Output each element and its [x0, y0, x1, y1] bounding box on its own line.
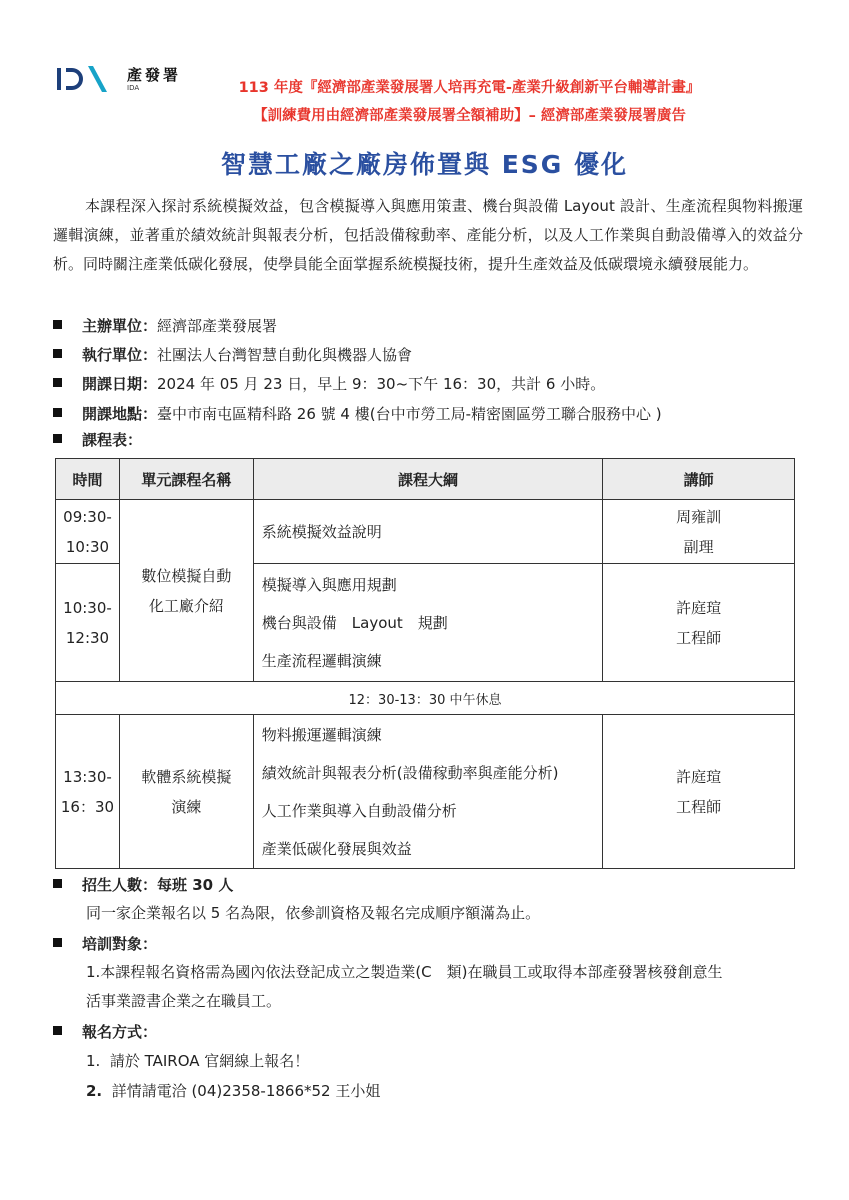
outline-item: 人工作業與導入自動設備分析: [261, 801, 457, 820]
time-end: 16：30: [60, 797, 115, 816]
date-value: 2024 年 05 月 23 日，早上 9：30~下午 16：30，共計 6 小時。: [157, 375, 606, 393]
quota-item: [53, 875, 233, 895]
time-start: 10:30-: [63, 598, 112, 617]
header-unit: 單元課程名稱: [119, 459, 253, 500]
outline-cell: 系統模擬效益說明: [253, 500, 603, 564]
target-item: [53, 934, 157, 954]
location-value: 臺中市南屯區精科路 26 號 4 樓(台中市勞工局-精密園區勞工聯合服務中心 ): [157, 405, 662, 423]
bullet-square-icon: [53, 320, 62, 329]
target-label: 培訓對象：: [82, 935, 158, 953]
header-line-1: 113 年度『經濟部產業發展署人培再充電-產業升級創新平台輔導計畫』: [238, 80, 701, 96]
time-start: 09:30-: [63, 507, 112, 526]
time-cell: [56, 715, 120, 869]
date-item: [53, 374, 605, 394]
method-2-text: 詳情請電洽 (04)2358-1866*52 王小姐: [111, 1082, 381, 1100]
lunch-cell: 12：30-13：30 中午休息: [56, 682, 795, 715]
bullet-square-icon: [53, 408, 62, 417]
method-2-number: 2.: [86, 1082, 103, 1100]
outline-item: 績效統計與報表分析(設備稼動率與產能分析): [261, 763, 559, 782]
bullet-square-icon: [53, 378, 62, 387]
time-cell: [56, 500, 120, 564]
method-1-number: 1.: [86, 1052, 101, 1070]
lecturer-cell: [603, 564, 795, 682]
page-title: 智慧工廠之廠房佈置與 ESG 優化: [220, 150, 628, 179]
unit-cell: [119, 715, 253, 869]
unit-line: 數位模擬自動: [141, 566, 232, 585]
outline-item: 物料搬運邏輯演練: [261, 725, 382, 744]
lecturer-cell: [603, 715, 795, 869]
logo-text-cn: 產發署: [127, 66, 182, 84]
header-outline: 課程大綱: [253, 459, 603, 500]
outline-item: 機台與設備 Layout 規劃: [261, 613, 448, 632]
header-line-2: 【訓練費用由經濟部產業發展署全額補助】– 經濟部產業發展署廣告: [253, 108, 686, 124]
time-end: 10:30: [65, 537, 110, 556]
target-line-1: 1.本課程報名資格需為國內依法登記成立之製造業(C 類)在職員工或取得本部產發署核發創意生: [86, 963, 723, 981]
lecturer-name: 周雍訓: [676, 507, 722, 526]
organizer-label: 主辦單位：: [82, 317, 158, 335]
header-time: 時間: [56, 459, 120, 500]
time-start: 13:30-: [63, 767, 112, 786]
organizer-item: [53, 316, 277, 336]
location-label: 開課地點：: [82, 405, 158, 423]
date-label: 開課日期：: [82, 375, 158, 393]
unit-line: 化工廠介紹: [148, 596, 224, 615]
schedule-label: 課程表：: [82, 431, 143, 449]
bullet-square-icon: [53, 1026, 62, 1035]
lecturer-name: 許庭瑄: [676, 767, 722, 786]
unit-cell: [119, 500, 253, 682]
schedule-table: [55, 458, 795, 869]
location-item: [53, 404, 662, 424]
table-header-row: [56, 459, 795, 500]
quota-note: 同一家企業報名以 5 名為限，依參訓資格及報名完成順序額滿為止。: [86, 904, 541, 922]
lecturer-title: 工程師: [676, 628, 722, 647]
time-end: 12:30: [65, 628, 110, 647]
executor-value: 社團法人台灣智慧自動化與機器人協會: [157, 346, 413, 364]
schedule-item: [53, 430, 142, 450]
quota-label: 招生人數：每班 30 人: [82, 876, 234, 894]
outline-item: 模擬導入與應用規劃: [261, 575, 397, 594]
table-row: [56, 715, 795, 869]
organizer-value: 經濟部產業發展署: [157, 317, 278, 335]
time-cell: [56, 564, 120, 682]
logo-text-en: IDA: [127, 84, 140, 92]
outline-item: 產業低碳化發展與效益: [261, 839, 412, 858]
header-lecturer: 講師: [603, 459, 795, 500]
bullet-square-icon: [53, 938, 62, 947]
method-label: 報名方式：: [82, 1023, 158, 1041]
method-1-text: 請於 TAIROA 官網線上報名！: [109, 1052, 310, 1070]
bullet-square-icon: [53, 434, 62, 443]
target-line-2: 活事業證書企業之在職員工。: [86, 992, 282, 1010]
unit-line: 軟體系統模擬: [141, 767, 232, 786]
bullet-square-icon: [53, 879, 62, 888]
unit-line: 演練: [171, 797, 202, 816]
method-item: [53, 1022, 157, 1042]
lunch-row: [56, 682, 795, 715]
lecturer-cell: [603, 500, 795, 564]
table-row: [56, 500, 795, 564]
bullet-square-icon: [53, 349, 62, 358]
method-1: [86, 1051, 309, 1071]
method-2: [86, 1081, 380, 1101]
outline-item: 生產流程邏輯演練: [261, 651, 382, 670]
lecturer-title: 副理: [683, 537, 714, 556]
lecturer-title: 工程師: [676, 797, 722, 816]
outline-cell: [253, 715, 603, 869]
executor-label: 執行單位：: [82, 346, 158, 364]
outline-cell: [253, 564, 603, 682]
intro-paragraph: 本課程深入探討系統模擬效益，包含模擬導入與應用策畫、機台與設備 Layout 設計、生產流程與物料搬運邏輯演練，並著重於績效統計與報表分析，包括設備稼動率、產能分析，以及人工作業與自動設備導入的效益分析。同時關注產業低碳化發展，使學員能全面掌握系統模擬技術，提升生產效益及低碳環境永續發展能力。: [53, 197, 803, 273]
executor-item: [53, 345, 412, 365]
lecturer-name: 許庭瑄: [676, 598, 722, 617]
